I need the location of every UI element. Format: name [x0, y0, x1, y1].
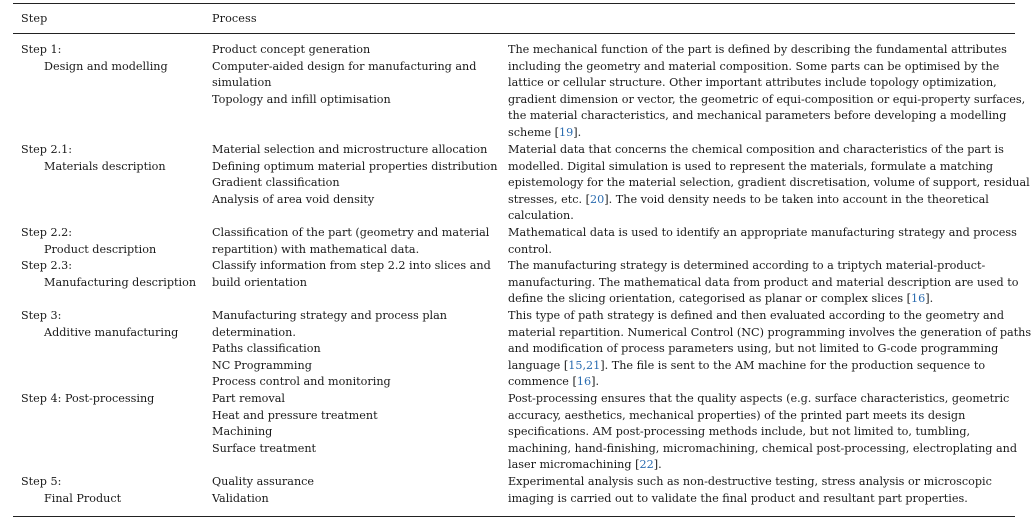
process-cell	[212, 225, 502, 258]
description-cell	[508, 474, 1008, 507]
process-line: Material selection and microstructure allocation	[212, 143, 488, 156]
process-line: NC Programming	[212, 358, 312, 372]
step-title: Product description	[44, 242, 157, 256]
process-line: Computer-aided design for manufacturing and	[212, 59, 477, 73]
step-title: Materials description	[44, 159, 166, 173]
process-cell	[212, 474, 502, 507]
citation-reference[interactable]: 20	[590, 192, 605, 206]
description-cell	[508, 308, 1032, 391]
process-line: Part removal	[212, 392, 285, 405]
process-line: Product concept generation	[212, 43, 371, 56]
process-line: Classification of the part (geometry and material	[212, 226, 490, 239]
description-cell	[508, 42, 1026, 142]
process-cell	[212, 308, 502, 391]
process-line: Quality assurance	[212, 475, 315, 488]
description-line: lattice or cellular structure. Other important attributes include topology optimization,	[508, 76, 997, 90]
process-line: Defining optimum material properties distribution	[212, 159, 498, 173]
description-line: The mechanical function of the part is defined by describing the fundamental attributes	[508, 43, 1007, 56]
step-number: Step 2.2:	[21, 226, 73, 239]
process-line: Manufacturing strategy and process plan	[212, 309, 447, 322]
citation-reference[interactable]: 19	[559, 125, 574, 139]
step-title: Design and modelling	[44, 59, 168, 73]
process-line: build orientation	[212, 275, 307, 289]
process-line: determination.	[212, 325, 296, 339]
process-line: Process control and monitoring	[212, 375, 391, 389]
process-line: Gradient classification	[212, 176, 340, 190]
description-line: modelled. Digital simulation is used to represent the materials, formulate a matching	[508, 159, 994, 173]
step-cell	[21, 391, 206, 408]
description-line: material repartition. Numerical Control (NC) programming involves the generation of paths	[508, 325, 1032, 339]
description-line: Experimental analysis such as non-destructive testing, stress analysis or microscopic	[508, 475, 992, 488]
header-step: Step	[21, 12, 48, 25]
process-line: Paths classification	[212, 342, 321, 356]
step-cell	[21, 142, 206, 175]
description-line: specifications. AM post-processing methods include, but not limited to, tumbling,	[508, 425, 971, 439]
process-line: Heat and pressure treatment	[212, 408, 378, 422]
description-line: commence [16].	[508, 375, 600, 389]
process-cell	[212, 258, 502, 291]
step-number: Step 5:	[21, 475, 62, 488]
description-cell	[508, 225, 1017, 258]
description-line: epistemology for the material selection, gradient discretisation, volume of support, residual	[508, 176, 1030, 190]
step-cell	[21, 225, 206, 258]
description-line: define the slicing orientation, categorised as planar or complex slices [16].	[508, 292, 934, 306]
bottom-rule	[13, 516, 1015, 517]
description-cell	[508, 258, 1019, 308]
step-cell	[21, 308, 206, 341]
header-process: Process	[212, 12, 257, 25]
step-cell	[21, 258, 206, 291]
header-rule	[13, 33, 1015, 34]
step-title: Manufacturing description	[44, 275, 197, 289]
description-line: and modification of process parameters using, but not limited to G-code programming	[508, 342, 999, 356]
process-line: Machining	[212, 425, 273, 439]
description-line: language [15,21]. The file is sent to the AM machine for the production sequence to	[508, 358, 986, 372]
step-number: Step 4: Post-processing	[21, 392, 155, 405]
description-line: Material data that concerns the chemical composition and characteristics of the part is	[508, 143, 1004, 156]
description-line: scheme [19].	[508, 125, 582, 139]
step-number: Step 2.3:	[21, 259, 73, 272]
description-line: the material characteristics, and mechanical parameters before developing a modelling	[508, 109, 1007, 123]
step-cell	[21, 474, 206, 507]
step-title: Final Product	[44, 491, 122, 505]
description-line: machining, hand-finishing, micromachining, chemical post-processing, electroplating and	[508, 441, 1018, 455]
process-line: Classify information from step 2.2 into slices and	[212, 259, 491, 272]
citation-reference[interactable]: 15,21	[568, 358, 601, 372]
description-line: including the geometry and material composition. Some parts can be optimised by the	[508, 59, 1000, 73]
process-cell	[212, 391, 502, 457]
step-number: Step 2.1:	[21, 143, 73, 156]
citation-reference[interactable]: 16	[576, 375, 592, 389]
description-cell	[508, 391, 1018, 474]
description-line: gradient dimension or vector, the geometric of equi-composition or equi-property surfaces,	[508, 92, 1026, 106]
description-line: accuracy, aesthetics, mechanical properties) of the printed part meets its design	[508, 408, 966, 422]
description-line: This type of path strategy is defined and then evaluated according to the geometry and	[508, 309, 1004, 322]
process-line: Validation	[212, 491, 269, 505]
top-rule	[13, 3, 1015, 4]
description-line: imaging is carried out to validate the final product and resultant part properties.	[508, 491, 968, 505]
step-title: Additive manufacturing	[44, 325, 179, 339]
process-cell	[212, 142, 502, 208]
description-line: calculation.	[508, 209, 574, 223]
description-line: manufacturing. The mathematical data from product and material description are used to	[508, 275, 1019, 289]
description-line: Post-processing ensures that the quality aspects (e.g. surface characteristics, geometric	[508, 392, 1010, 405]
citation-reference[interactable]: 22	[639, 458, 654, 472]
description-line: The manufacturing strategy is determined according to a triptych material-product-	[508, 259, 986, 272]
step-number: Step 1:	[21, 43, 62, 56]
process-cell	[212, 42, 502, 108]
process-line: Analysis of area void density	[212, 192, 375, 206]
description-line: laser micromachining [22].	[508, 458, 662, 472]
process-line: Surface treatment	[212, 441, 317, 455]
description-line: Mathematical data is used to identify an appropriate manufacturing strategy and process	[508, 226, 1017, 239]
description-cell	[508, 142, 1030, 225]
citation-reference[interactable]: 16	[911, 292, 926, 306]
process-line: repartition) with mathematical data.	[212, 242, 420, 256]
process-line: Topology and infill optimisation	[212, 92, 391, 106]
description-line: stresses, etc. [20]. The void density needs to be taken into account in the theoretical	[508, 192, 989, 206]
step-number: Step 3:	[21, 309, 62, 322]
step-cell	[21, 42, 206, 75]
description-line: control.	[508, 242, 552, 256]
process-line: simulation	[212, 76, 272, 90]
